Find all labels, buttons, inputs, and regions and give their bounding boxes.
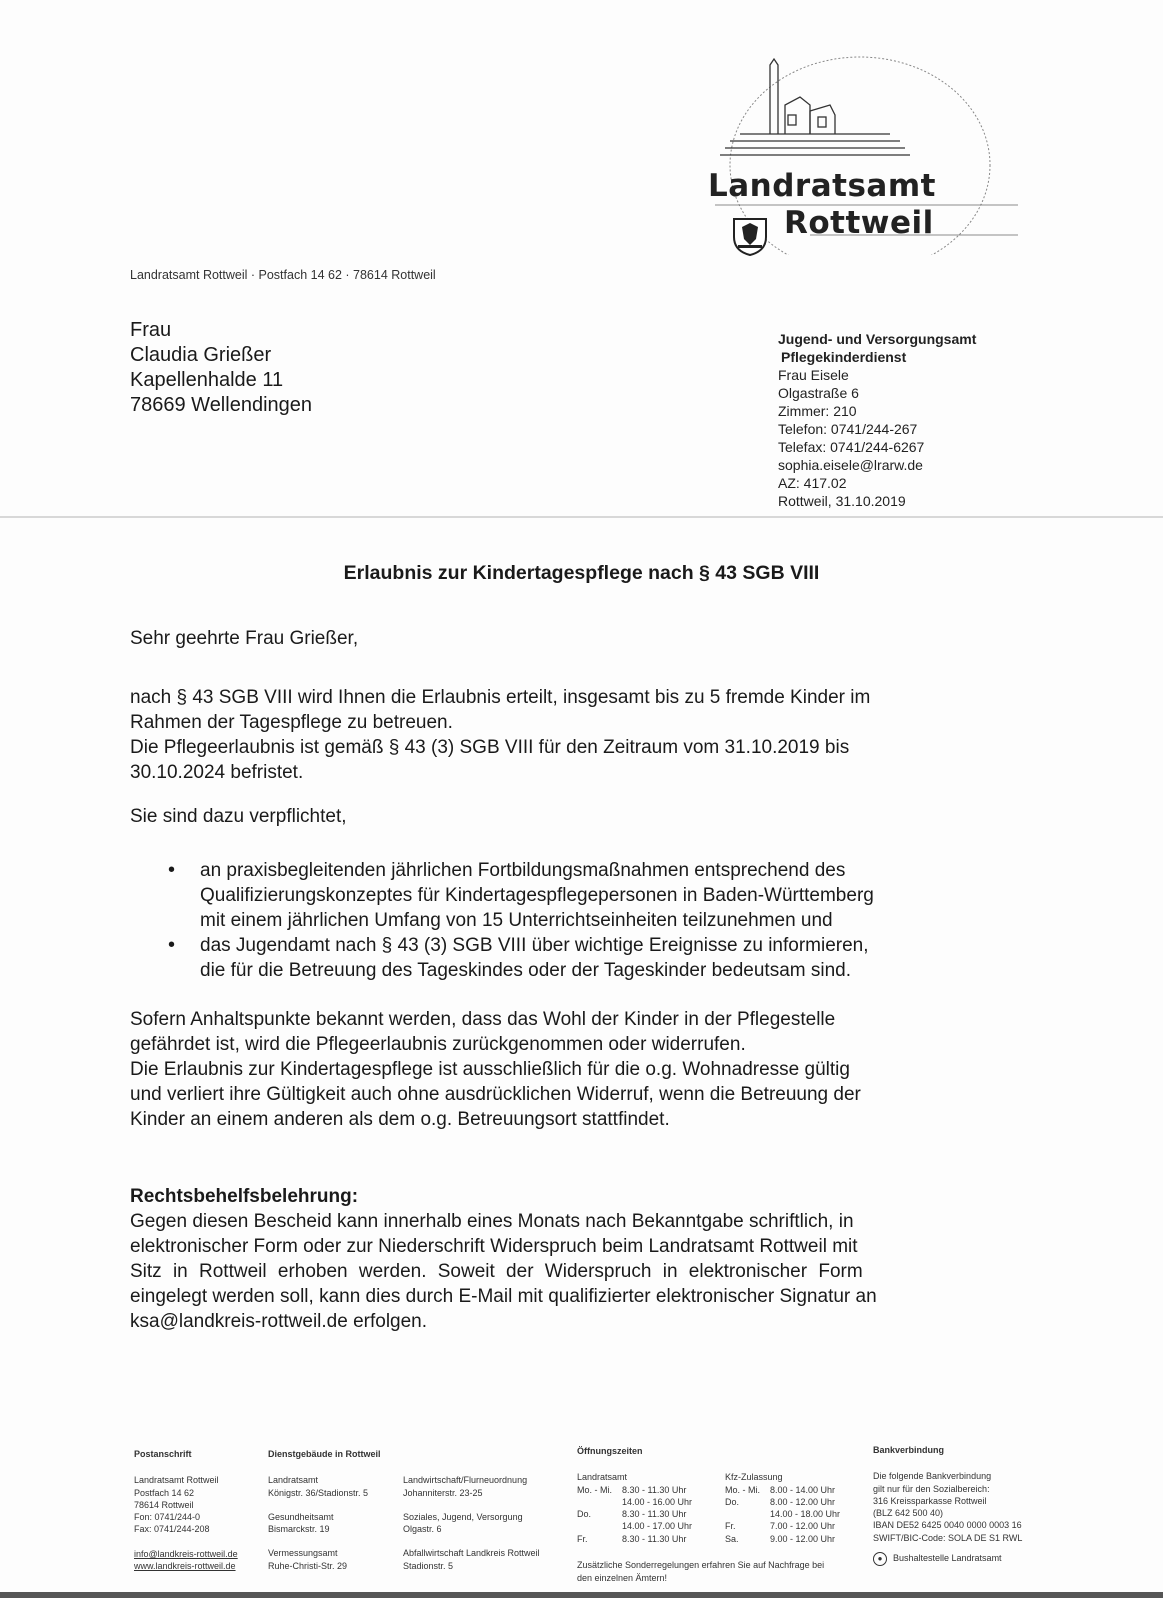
text-line: • das Jugendamt nach § 43 (3) SGB VIII über wichtige Ereignisse zu informieren, — [200, 935, 869, 956]
footer-line: Olgastr. 6 — [403, 1524, 442, 1535]
footer-line: Bismarckstr. 19 — [268, 1524, 330, 1535]
contact-reference: AZ: 417.02 — [778, 475, 847, 491]
footer-line: Fax: 0741/244-208 — [134, 1524, 210, 1535]
contact-room: Zimmer: 210 — [778, 403, 857, 419]
paragraph-permission — [130, 685, 1030, 785]
footer-line: Gesundheitsamt — [268, 1511, 334, 1522]
logo-text-landratsamt: Landratsamt — [708, 168, 936, 204]
footer-heading: Öffnungszeiten — [577, 1446, 643, 1456]
footer-line: Landratsamt Rottweil — [134, 1475, 219, 1486]
footer-line: Königstr. 36/Stadionstr. 5 — [268, 1487, 369, 1498]
footer-line: Abfallwirtschaft Landkreis Rottweil — [403, 1548, 540, 1559]
fold-line — [0, 516, 1163, 518]
text-line: elektronischer Form oder zur Niederschrift Widerspruch beim Landratsamt Rottweil mit — [130, 1236, 858, 1257]
contact-department: Pflegekinderdienst — [781, 349, 907, 365]
text-line: nach § 43 SGB VIII wird Ihnen die Erlaubnis erteilt, insgesamt bis zu 5 fremde Kinder im — [130, 687, 871, 708]
footer-line: 78614 Rottweil — [134, 1499, 194, 1510]
hours-time: 7.00 - 12.00 Uhr — [770, 1521, 836, 1532]
footer-line: Stadionstr. 5 — [403, 1560, 454, 1571]
footer-line: Postfach 14 62 — [134, 1487, 195, 1498]
footer-line: gilt nur für den Sozialbereich: — [873, 1483, 990, 1494]
hours-time: 8.30 - 11.30 Uhr — [622, 1484, 687, 1495]
text-line: Sofern Anhaltspunkte bekannt werden, dass das Wohl der Kinder in der Pflegestelle — [130, 1009, 836, 1030]
hours-day: Fr. — [725, 1521, 736, 1532]
hours-day: Fr. — [577, 1533, 588, 1544]
logo-text-rottweil: Rottweil — [784, 205, 934, 241]
letter-subject: Erlaubnis zur Kindertagespflege nach § 43 SGB VIII — [343, 562, 820, 584]
coat-of-arms-icon — [730, 215, 770, 257]
recipient-name: Claudia Grießer — [130, 344, 272, 366]
footer-line: 316 Kreissparkasse Rottweil — [873, 1495, 987, 1506]
text-line: ksa@landkreis-rottweil.de erfolgen. — [130, 1311, 428, 1332]
contact-office: Jugend- und Versorgungsamt — [778, 331, 977, 347]
text-line: Qualifizierungskonzeptes für Kindertagespflegepersonen in Baden-Württemberg — [200, 885, 874, 906]
text-line: mit einem jährlichen Umfang von 15 Unterrichtseinheiten teilzunehmen und — [200, 910, 833, 931]
footer-line: Landwirtschaft/Flurneuordnung — [403, 1475, 528, 1486]
footer-line: Vermessungsamt — [268, 1548, 338, 1559]
footer-line: Die folgende Bankverbindung — [873, 1471, 992, 1482]
hours-time: 8.00 - 14.00 Uhr — [770, 1484, 836, 1495]
obligations-list — [168, 858, 1028, 983]
contact-fax: Telefax: 0741/244-6267 — [778, 439, 925, 455]
legal-heading: Rechtsbehelfsbelehrung: — [130, 1186, 359, 1207]
hours-note: den einzelnen Ämtern! — [577, 1572, 668, 1583]
contact-email: sophia.eisele@lrarw.de — [778, 457, 923, 473]
text-line: Rahmen der Tagespflege zu betreuen. — [130, 712, 453, 733]
contact-phone: Telefon: 0741/244-267 — [778, 421, 918, 437]
bus-stop-label: Bushaltestelle Landratsamt — [893, 1553, 1002, 1564]
hours-time: 8.30 - 11.30 Uhr — [622, 1533, 687, 1544]
hours-day: Mo. - Mi. — [725, 1484, 760, 1495]
text-line: Die Pflegeerlaubnis ist gemäß § 43 (3) SGB VIII für den Zeitraum vom 31.10.2019 bis — [130, 737, 850, 758]
hours-day: Mo. - Mi. — [577, 1484, 612, 1495]
hours-time: 9.00 - 12.00 Uhr — [770, 1533, 836, 1544]
footer-buildings-2 — [403, 1448, 540, 1572]
footer-line: Fon: 0741/244-0 — [134, 1512, 201, 1523]
footer-heading: Bankverbindung — [873, 1445, 945, 1455]
hours-time: 14.00 - 16.00 Uhr — [622, 1496, 693, 1507]
footer-heading: Postanschrift — [134, 1449, 192, 1459]
hours-day: Do. — [725, 1496, 740, 1507]
hours-time: 14.00 - 17.00 Uhr — [622, 1521, 693, 1532]
text-line: gefährdet ist, wird die Pflegeerlaubnis zurückgenommen oder widerrufen. — [130, 1034, 746, 1055]
paragraph-conditions — [130, 1007, 1030, 1132]
footer-line: Ruhe-Christi-Str. 29 — [268, 1560, 348, 1571]
hours-day: Do. — [577, 1509, 592, 1520]
text-line: Sitz in Rottweil erhoben werden. Soweit der Widerspruch in elektronischer Form — [130, 1261, 863, 1282]
page-bottom-edge — [0, 1592, 1163, 1598]
recipient-address — [130, 318, 312, 418]
footer-line: SWIFT/BIC-Code: SOLA DE S1 RWL — [873, 1532, 1023, 1543]
footer-line: Landratsamt — [268, 1475, 319, 1486]
hours-title: Landratsamt — [577, 1472, 628, 1483]
recipient-salutation: Frau — [130, 319, 172, 341]
text-line: und verliert ihre Gültigkeit auch ohne ausdrücklichen Widerruf, wenn die Betreuung der — [130, 1084, 861, 1105]
text-line: • an praxisbegleitenden jährlichen Fortbildungsmaßnahmen entsprechend des — [200, 860, 846, 881]
footer-email-link[interactable]: info@landkreis-rottweil.de — [134, 1548, 238, 1559]
text-line: Gegen diesen Bescheid kann innerhalb eines Monats nach Bekanntgabe schriftlich, in — [130, 1211, 854, 1232]
text-line: die für die Betreuung des Tageskindes oder der Tageskinder bedeutsam sind. — [200, 960, 852, 981]
footer-line: IBAN DE52 6425 0040 0000 0003 16 — [873, 1520, 1022, 1531]
text-line: eingelegt werden soll, kann dies durch E-Mail mit qualifizierter elektronischer Signatur an — [130, 1286, 877, 1307]
list-item — [168, 858, 1028, 933]
obligation-intro: Sie sind dazu verpflichtet, — [130, 806, 347, 827]
hours-time: 8.30 - 11.30 Uhr — [622, 1509, 687, 1520]
footer-postal — [134, 1448, 238, 1572]
footer-heading: Dienstgebäude in Rottweil — [268, 1449, 381, 1459]
footer-hours — [577, 1445, 867, 1584]
footer-line: (BLZ 642 500 40) — [873, 1508, 944, 1519]
greeting: Sehr geehrte Frau Grießer, — [130, 628, 359, 649]
footer-buildings — [268, 1448, 381, 1572]
letter-date: Rottweil, 31.10.2019 — [778, 493, 906, 509]
contact-block — [778, 330, 976, 510]
footer-line: Soziales, Jugend, Versorgung — [403, 1511, 523, 1522]
recipient-city: 78669 Wellendingen — [130, 394, 313, 416]
footer-bank — [873, 1444, 1022, 1566]
legal-remedy-section — [130, 1184, 1030, 1334]
hours-time: 8.00 - 12.00 Uhr — [770, 1496, 836, 1507]
footer-line: Johanniterstr. 23-25 — [403, 1487, 483, 1498]
footer-web-link[interactable]: www.landkreis-rottweil.de — [134, 1561, 236, 1572]
text-line: Die Erlaubnis zur Kindertagespflege ist ausschließlich für die o.g. Wohnadresse gültig — [130, 1059, 850, 1080]
hours-day: Sa. — [725, 1533, 739, 1544]
text-line: Kinder an einem anderen als dem o.g. Betreuungsort stattfindet. — [130, 1109, 670, 1130]
list-item — [168, 933, 1028, 983]
hours-title: Kfz-Zulassung — [725, 1472, 783, 1483]
sender-return-address: Landratsamt Rottweil · Postfach 14 62 · 78614 Rottweil — [130, 268, 436, 282]
contact-person: Frau Eisele — [778, 367, 849, 383]
contact-street: Olgastraße 6 — [778, 385, 859, 401]
recipient-street: Kapellenhalde 11 — [130, 369, 284, 391]
text-line: 30.10.2024 befristet. — [130, 762, 304, 783]
bus-icon: ● — [873, 1552, 887, 1566]
hours-time: 14.00 - 18.00 Uhr — [770, 1509, 841, 1520]
hours-note: Zusätzliche Sonderregelungen erfahren Sie auf Nachfrage bei — [577, 1560, 825, 1571]
